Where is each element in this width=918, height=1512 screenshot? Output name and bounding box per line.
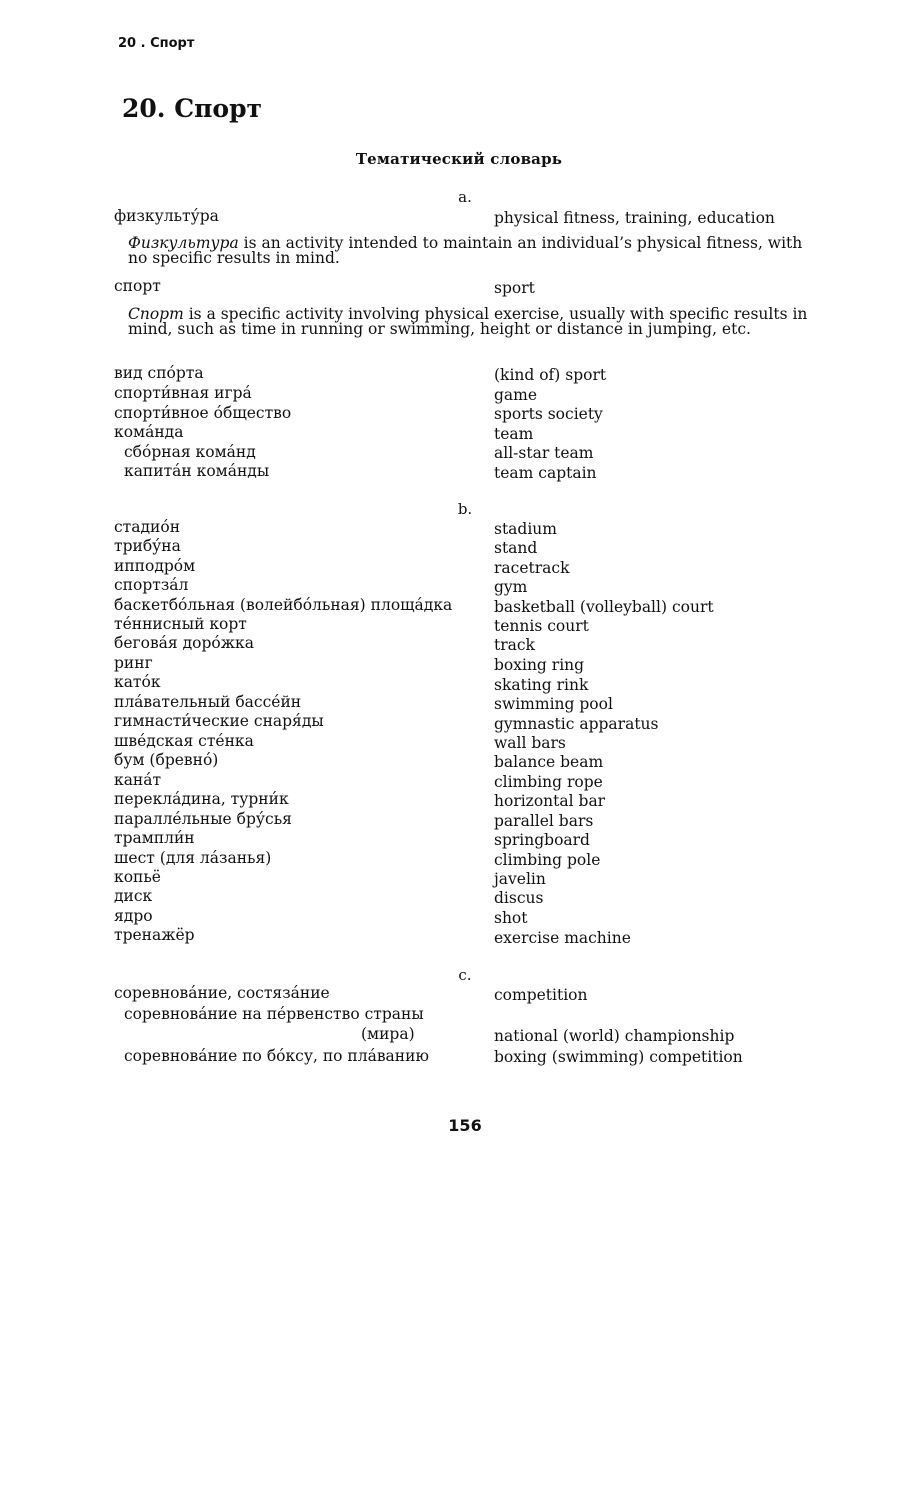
usage-note-fizkultura	[128, 236, 818, 266]
term-en: discus	[494, 889, 544, 907]
usage-note-sport	[128, 307, 818, 337]
term-en: shot	[494, 909, 528, 927]
term-ru: пла́вательный бассе́йн	[114, 693, 302, 711]
term-en: basketball (volleyball) court	[494, 598, 714, 616]
term-ru: физкульту́ра	[114, 207, 219, 225]
term-ru: соревнова́ние на пе́рвенство страны	[124, 1005, 424, 1023]
section-letter-c: c.	[458, 966, 472, 984]
chapter-title: 20. Спорт	[122, 94, 263, 123]
page-number: 156	[448, 1116, 482, 1135]
term-en: (kind of) sport	[494, 366, 607, 384]
term-ru: сбо́рная кома́нд	[124, 443, 256, 461]
term-ru: спорти́вное о́бщество	[114, 404, 292, 422]
term-ru: капита́н кома́нды	[124, 462, 270, 480]
term-en: javelin	[494, 870, 546, 888]
term-ru: спортза́л	[114, 576, 189, 594]
term-en: exercise machine	[494, 929, 631, 947]
term-ru: трибу́на	[114, 537, 181, 555]
term-ru: спорти́вная игра́	[114, 384, 252, 402]
term-en: sports society	[494, 405, 603, 423]
term-en: team	[494, 425, 534, 443]
term-ru: гимнасти́ческие снаря́ды	[114, 712, 324, 730]
term-ru: стадио́н	[114, 518, 181, 536]
section-letter-b: b.	[457, 500, 473, 518]
term-ru: паралле́льные бру́сья	[114, 810, 292, 828]
term-en: springboard	[494, 831, 590, 849]
term-ru: шест (для ла́занья)	[114, 849, 272, 867]
term-en: national (world) championship	[494, 1027, 735, 1045]
term-en: boxing (swimming) competition	[494, 1048, 743, 1066]
term-ru: перекла́дина, турни́к	[114, 790, 289, 808]
term-en: sport	[494, 279, 535, 297]
term-en: gymnastic apparatus	[494, 715, 659, 733]
note-term: Физкультура	[128, 234, 239, 252]
term-ru: копьё	[114, 868, 161, 886]
term-en: track	[494, 636, 535, 654]
term-ru: кома́нда	[114, 423, 184, 441]
note-term: Спорт	[128, 305, 184, 323]
term-en: parallel bars	[494, 812, 594, 830]
term-en: stand	[494, 539, 538, 557]
term-ru: ядро	[114, 907, 153, 925]
term-ru: те́ннисный корт	[114, 615, 247, 633]
term-en: balance beam	[494, 753, 604, 771]
term-ru: като́к	[114, 673, 161, 691]
term-ru: диск	[114, 887, 153, 905]
term-en: stadium	[494, 520, 557, 538]
term-en: climbing pole	[494, 851, 601, 869]
term-ru: бегова́я доро́жка	[114, 634, 254, 652]
term-ru: вид спо́рта	[114, 364, 204, 382]
term-ru: кана́т	[114, 771, 162, 789]
term-en: swimming pool	[494, 695, 613, 713]
section-letter-a: a.	[458, 188, 472, 206]
term-en: team captain	[494, 464, 597, 482]
term-en: climbing rope	[494, 773, 603, 791]
term-ru: баскетбо́льная (волейбо́льная) площа́дка	[114, 596, 453, 614]
term-en: all-star team	[494, 444, 594, 462]
note-text: is a specific activity involving physical exercise, usually with specific results in mind, such as time in running or swimming, height or distance in jumping, etc.	[128, 305, 808, 338]
term-en: skating rink	[494, 676, 589, 694]
section-title: Тематический словарь	[355, 150, 563, 168]
term-en: competition	[494, 986, 588, 1004]
term-en: wall bars	[494, 734, 566, 752]
term-en: game	[494, 386, 538, 404]
term-en: boxing ring	[494, 656, 585, 674]
term-ru: тренажёр	[114, 926, 195, 944]
term-ru: шве́дская сте́нка	[114, 732, 254, 750]
term-ru: трампли́н	[114, 829, 195, 847]
term-en: tennis court	[494, 617, 589, 635]
term-ru: соревнова́ние, состяза́ние	[114, 984, 330, 1002]
term-ru: спорт	[114, 277, 161, 295]
term-en: physical fitness, training, education	[494, 209, 775, 227]
running-head: 20 . Спорт	[118, 36, 195, 51]
term-en: racetrack	[494, 559, 570, 577]
term-ru-continuation: (мира)	[361, 1025, 415, 1043]
term-ru: бум (бревно́)	[114, 751, 219, 769]
note-text: is an activity intended to maintain an individual’s physical fitness, with no specific results in mind.	[128, 234, 803, 267]
term-en: horizontal bar	[494, 792, 606, 810]
term-en: gym	[494, 578, 528, 596]
term-ru: соревнова́ние по бо́ксу, по пла́ванию	[124, 1047, 429, 1065]
term-ru: ипподро́м	[114, 557, 196, 575]
term-ru: ринг	[114, 654, 153, 672]
